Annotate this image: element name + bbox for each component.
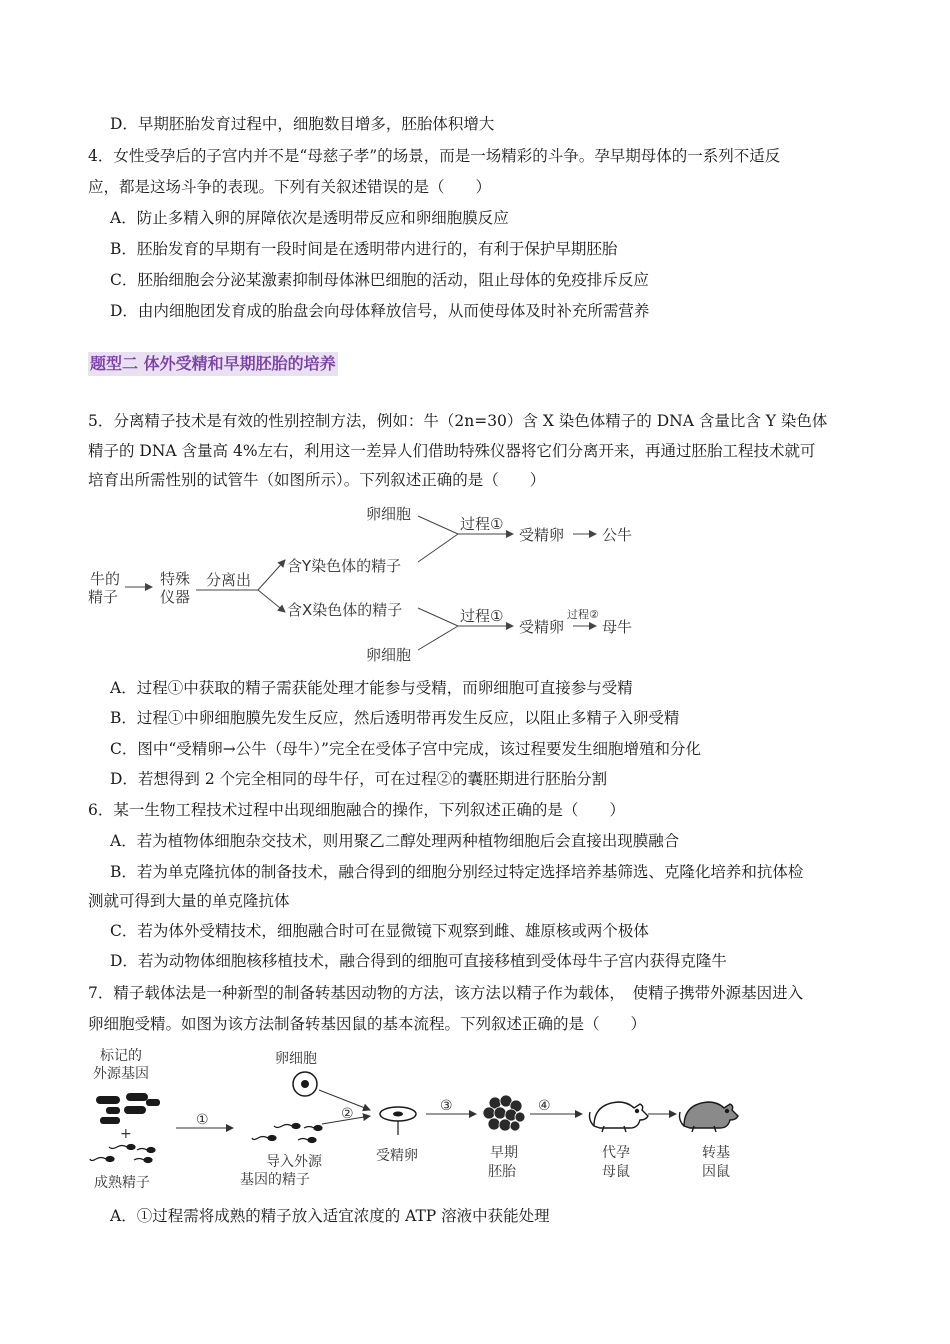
sperm-gene-label-line2: 基因的精子 — [240, 1172, 310, 1188]
q4-option-b: B．胚胎发育的早期有一段时间是在透明带内进行的，有利于保护早期胚胎 — [110, 240, 618, 258]
transgenic-mouse-icon — [680, 1102, 739, 1132]
process1-top-label: 过程① — [460, 515, 504, 533]
q6-option-d: D．若为动物体细胞核移植技术，融合得到的细胞可直接移植到受体母牛子宫内获得克隆牛 — [110, 952, 727, 970]
egg-label: 卵细胞 — [275, 1051, 317, 1067]
separate-label: 分离出 — [206, 571, 252, 589]
mature-sperm-icon — [90, 1145, 155, 1163]
gene-label-line1: 标记的 — [100, 1048, 142, 1064]
q4-stem-line2: 应，都是这场斗争的表现。下列有关叙述错误的是（ ） — [88, 178, 492, 196]
q5-option-d: D．若想得到 2 个完全相同的母牛仔，可在过程②的囊胚期进行胚胎分割 — [110, 770, 608, 788]
step3-label: ③ — [440, 1098, 453, 1114]
zygote-label: 受精卵 — [376, 1148, 418, 1164]
q6-option-b-line2: 测就可得到大量的单克隆抗体 — [88, 892, 290, 910]
step2-label: ② — [341, 1106, 354, 1122]
q5-option-b: B．过程①中卵细胞膜先发生反应，然后透明带再发生反应，以阻止多精子入卵受精 — [110, 709, 680, 727]
q5-option-c: C．图中“受精卵→公牛（母牛）”完全在受体子宫中完成，该过程要发生细胞增殖和分化 — [110, 740, 701, 758]
transgenic-label-line1: 转基 — [702, 1145, 730, 1161]
process2-label: 过程② — [567, 608, 599, 621]
device-label-line2: 仪器 — [160, 588, 191, 606]
q4-option-d: D．由内细胞团发育成的胎盘会向母体释放信号，从而使母体及时补充所需营养 — [110, 302, 650, 320]
section-heading: 题型二 体外受精和早期胚胎的培养 — [88, 352, 338, 376]
surrogate-label-line1: 代孕 — [602, 1145, 630, 1161]
q6-option-c: C．若为体外受精技术，细胞融合时可在显微镜下观察到雌、雄原核或两个极体 — [110, 922, 649, 940]
q6-option-b-line1: B．若为单克隆抗体的制备技术，融合得到的细胞分别经过特定选择培养基筛选、克隆化培养和抗体检 — [110, 863, 804, 881]
q6-option-a: A．若为植物体细胞杂交技术，则用聚乙二醇处理两种植物细胞后会直接出现膜融合 — [110, 832, 680, 850]
q4-option-c: C．胚胎细胞会分泌某激素抑制母体淋巴细胞的活动，阻止母体的免疫排斥反应 — [110, 271, 649, 289]
male-bull-label: 公牛 — [602, 526, 633, 544]
egg-cell-icon — [293, 1072, 317, 1096]
cattle-label-line2: 精子 — [88, 588, 119, 606]
x-sperm-label: 含X染色体的精子 — [287, 601, 403, 619]
transgenic-mouse-diagram — [80, 1040, 760, 1195]
gene-fragments-icon — [96, 1093, 160, 1124]
embryo-label-line2: 胚胎 — [488, 1164, 516, 1180]
zygote-top-label: 受精卵 — [519, 526, 565, 544]
cattle-label-line1: 牛的 — [90, 570, 121, 588]
q5-stem-line1: 5．分离精子技术是有效的性别控制方法，例如：牛（2n=30）含 X 染色体精子的 DNA 含量比含 Y 染色体 — [88, 412, 828, 430]
surrogate-mouse-icon — [590, 1102, 649, 1132]
surrogate-label-line2: 母鼠 — [602, 1164, 630, 1180]
zygote-bottom-label: 受精卵 — [519, 618, 565, 636]
female-bull-label: 母牛 — [602, 618, 633, 636]
plus-sign: + — [120, 1126, 132, 1142]
q4-option-a: A．防止多精入卵的屏障依次是透明带反应和卵细胞膜反应 — [110, 209, 509, 227]
q7-option-a: A．①过程需将成熟的精子放入适宜浓度的 ATP 溶液中获能处理 — [110, 1207, 550, 1225]
sperm-gene-label-line1: 导入外源 — [266, 1154, 322, 1170]
q7-stem-line2: 卵细胞受精。如图为该方法制备转基因鼠的基本流程。下列叙述正确的是（ ） — [88, 1015, 647, 1033]
transgenic-label-line2: 因鼠 — [702, 1164, 730, 1180]
mature-sperm-label: 成熟精子 — [94, 1175, 150, 1191]
device-label-line1: 特殊 — [160, 570, 191, 588]
embryo-label-line1: 早期 — [490, 1145, 518, 1161]
q7-stem-line1: 7．精子载体法是一种新型的制备转基因动物的方法，该方法以精子作为载体， 使精子携带外源基因进入 — [88, 984, 804, 1002]
early-embryo-icon — [483, 1095, 525, 1131]
sperm-with-gene-icon — [252, 1124, 322, 1143]
process1-bottom-label: 过程① — [460, 607, 504, 625]
y-sperm-label: 含Y染色体的精子 — [287, 557, 402, 575]
step4-label: ④ — [538, 1098, 551, 1114]
q3-option-d: D．早期胚胎发育过程中，细胞数目增多，胚胎体积增大 — [110, 115, 495, 133]
q6-stem: 6．某一生物工程技术过程中出现细胞融合的操作，下列叙述正确的是（ ） — [88, 801, 625, 819]
q5-stem-line3: 培育出所需性别的试管牛（如图所示）。下列叙述正确的是（ ） — [88, 471, 546, 489]
q5-option-a: A．过程①中获取的精子需获能处理才能参与受精，而卵细胞可直接参与受精 — [110, 679, 633, 697]
gene-label-line2: 外源基因 — [93, 1066, 149, 1082]
sperm-sorting-diagram — [80, 500, 680, 670]
q4-stem-line1: 4．女性受孕后的子宫内并不是“母慈子孝”的场景，而是一场精彩的斗争。孕早期母体的一系列不适反 — [88, 147, 781, 165]
egg-bottom-label: 卵细胞 — [366, 646, 412, 664]
zygote-icon — [380, 1107, 416, 1135]
egg-top-label: 卵细胞 — [366, 505, 412, 523]
q5-stem-line2: 精子的 DNA 含量高 4%左右，利用这一差异人们借助特殊仪器将它们分离开来，再通过胚胎工程技术就可 — [88, 442, 816, 460]
step1-label: ① — [196, 1112, 209, 1128]
